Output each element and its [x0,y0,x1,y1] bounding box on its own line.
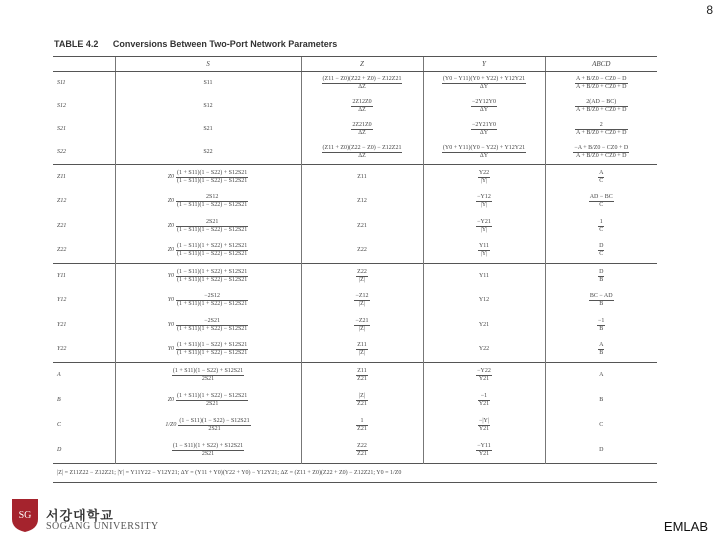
fraction-denominator: 2S21 [201,376,215,382]
fraction-denominator: ΔZ [358,84,366,90]
cell-z [301,313,423,338]
fraction-numerator: −1 [598,317,605,324]
fraction [476,194,492,209]
fraction-denominator: C [599,251,604,258]
cell-s: S12 [115,95,301,118]
cell-abcd [545,72,657,96]
cell-s: S22 [115,141,301,165]
fraction-denominator: |Y| [480,251,488,258]
cell-abcd: C [545,413,657,438]
row-label: D [57,447,62,453]
cell-y: Y22 [423,338,545,363]
cell-s [115,413,301,438]
fraction-numerator: (Z11 + Z0)(Z22 − Z0) − Z12Z21 [322,145,402,151]
fraction-numerator: (Y0 − Y11)(Y0 + Y22) + Y12Y21 [442,76,526,82]
row-label: S11 [53,72,115,96]
fraction-numerator: 2Z21Z0 [352,122,372,128]
header-cell-z: Z [301,57,423,72]
fraction [575,99,628,114]
fraction-numerator: −2Y21Y0 [471,122,497,128]
row-label: Z22 [57,247,67,254]
table-caption: Conversions Between Two-Port Network Parameters [112,39,338,49]
fraction [356,368,368,383]
formula-prefix: Y0 [167,297,175,304]
fraction-denominator: ΔZ [358,107,366,113]
cell-abcd: B [545,388,657,413]
row-label: Y21 [57,321,67,328]
cell-s [115,165,301,190]
fraction-numerator: 2 [575,122,628,130]
fraction [176,219,248,234]
fraction [598,219,604,234]
fraction [176,243,248,258]
fraction [176,293,248,308]
table-row [53,338,657,363]
cell-z [301,289,423,314]
fraction-numerator: BC − AD [589,293,613,300]
row-label: S22 [57,149,66,155]
fraction-numerator: −Y21 [477,218,491,225]
fraction-denominator: B [599,301,604,308]
fraction-denominator: 2S21 [206,401,219,407]
formula-prefix: Y0 [167,272,175,279]
fraction [476,443,492,458]
row-label: Z12 [57,198,67,205]
fraction-denominator: ΔZ [358,130,366,136]
fraction-denominator: C [599,177,604,184]
cell-s [115,264,301,289]
fraction-numerator: |Z| [356,393,368,401]
formula-prefix: Z0 [167,397,175,403]
cell-s: S11 [115,72,301,96]
fraction [478,418,490,433]
row-label: A [53,363,115,389]
fraction-denominator: (1 − S11)(1 − S22) − S12S21 [177,251,248,258]
fraction-numerator: (1 + S11)(1 − S22) + S12S21 [177,169,248,176]
header-cell-y: Y [423,57,545,72]
fraction [354,293,369,308]
fraction-numerator: D [599,268,604,275]
fraction-numerator: −Z12 [355,293,369,300]
cell-y [423,72,545,96]
row-label: C [57,422,62,428]
cell-abcd [545,313,657,338]
fraction-denominator: |Z| [358,276,366,283]
fraction-numerator: −Z21 [355,317,369,324]
fraction-numerator: (1 − S11)(1 + S22) + S12S21 [177,268,248,275]
fraction-denominator: |Z| [358,301,366,308]
table-footnote-row [53,464,657,483]
cell-y [423,95,545,118]
fraction-denominator: ΔY [479,107,489,113]
university-name-korean: 서강대학교 [46,509,114,524]
fraction [471,99,497,114]
fraction [322,76,403,91]
fraction [176,342,248,357]
fraction-denominator: C [599,202,604,209]
fraction-denominator: (1 − S11)(1 − S22) − S12S21 [177,226,248,233]
row-label: S21 [57,126,66,132]
fraction-numerator: 2(AD − BC) [575,99,628,107]
fraction-numerator: −Y11 [477,443,491,449]
fraction-numerator: 1 [599,218,603,225]
fraction-numerator: Z11 [357,342,367,349]
fraction-numerator: (Z11 − Z0)(Z22 + Z0) − Z12Z21 [322,76,402,82]
cell-y: Y21 [423,313,545,338]
fraction [351,99,372,114]
fraction-numerator: (1 − S11)(1 − S22) − S12S21 [179,418,250,424]
fraction-denominator: 2S21 [201,451,215,457]
cell-abcd [545,118,657,141]
fraction-numerator: (1 + S11)(1 − S22) + S12S21 [177,342,248,349]
table-row [53,214,657,239]
fraction [573,145,629,160]
row-label: Y12 [57,297,67,304]
cell-s [115,388,301,413]
conversion-table [53,56,657,483]
formula-prefix: Z0 [167,198,175,205]
table-row [53,413,657,438]
fraction [354,318,369,333]
cell-y [423,413,545,438]
cell-z [301,264,423,289]
fraction-denominator: 2S21 [208,426,221,432]
fraction [172,368,244,383]
cell-abcd: D [545,438,657,464]
cell-s [115,190,301,215]
table-row [53,72,657,96]
fraction-numerator: (1 − S11)(1 + S22) + S12S21 [172,443,244,449]
cell-abcd [545,239,657,264]
table-row [53,264,657,289]
fraction-numerator: −2S12 [176,293,248,301]
formula-prefix: Z0 [167,247,175,254]
fraction-numerator: (1 + S11)(1 + S22) − S12S21 [177,393,248,399]
cell-s [115,313,301,338]
fraction-denominator: Y21 [478,376,490,382]
header-cell-abcd: ABCD [545,57,657,72]
fraction-denominator: A + B/Z0 + CZ0 + D [576,130,627,136]
cell-s [115,338,301,363]
fraction-numerator: (1 − S11)(1 + S22) + S12S21 [177,243,248,250]
row-label: Z11 [53,165,115,190]
fraction [598,342,604,357]
cell-s [115,289,301,314]
table-footnote: |Z| = Z11Z22 − Z12Z21; |Y| = Y11Y22 − Y12Y21; ΔY = (Y11 + Y0)(Y22 + Y0) − Y12Y21; ΔZ = (Z11 + Z0)(Z22 + Z0) − Z12Z21; Y0 = 1/Z0 [53,464,657,483]
fraction [589,194,614,209]
fraction-numerator: −Y22 [477,368,491,374]
fraction [598,269,604,284]
emlab-label: EMLAB [663,519,708,534]
table-row [53,289,657,314]
cell-y [423,141,545,165]
cell-y [423,388,545,413]
formula-prefix: Y0 [167,321,175,328]
fraction-denominator: (1 + S11)(1 + S22) − S12S21 [177,276,248,283]
fraction-denominator: (1 + S11)(1 + S22) − S12S21 [177,325,248,332]
fraction [176,170,248,185]
cell-z: Z11 [301,165,423,190]
fraction-denominator: Y21 [478,451,490,457]
fraction-numerator: D [599,243,604,250]
fraction-numerator: AD − BC [589,194,613,201]
fraction-denominator: (1 − S11)(1 − S22) − S12S21 [177,177,248,184]
cell-y: Y12 [423,289,545,314]
fraction-numerator: −|Y| [478,418,490,424]
fraction-numerator: Y11 [478,243,490,250]
fraction [176,318,248,333]
cell-z [301,118,423,141]
table-label: TABLE 4.2 [54,39,99,49]
fraction-numerator: (1 + S11)(1 − S22) + S12S21 [172,368,244,374]
fraction-numerator: Z22 [357,443,367,449]
fraction-denominator: |Y| [480,226,488,233]
fraction-denominator: (1 + S11)(1 + S22) − S12S21 [177,350,248,357]
cell-abcd [545,214,657,239]
cell-z: Z22 [301,239,423,264]
fraction [176,194,248,209]
formula-prefix: Z0 [167,173,175,180]
crest-initials: SG [18,510,32,521]
cell-abcd [545,95,657,118]
cell-abcd [545,338,657,363]
fraction-numerator: Y22 [478,169,490,176]
row-label: B [57,397,61,403]
cell-z [301,388,423,413]
fraction-denominator: |Y| [480,177,488,184]
fraction [471,122,497,137]
fraction-numerator: (Y0 + Y11)(Y0 − Y22) + Y12Y21 [442,145,526,151]
fraction [356,269,368,284]
fraction [442,76,526,91]
cell-s [115,214,301,239]
cell-y [423,438,545,464]
fraction-numerator: A + B/Z0 − CZ0 − D [576,76,627,82]
table-row [53,118,657,141]
fraction [322,145,403,160]
row-label: Y22 [57,346,67,353]
fraction-numerator: A [599,169,604,176]
fraction-denominator: Z21 [357,451,367,457]
cell-y [423,118,545,141]
table-title [54,39,337,49]
formula-prefix: Y0 [167,346,175,353]
fraction-denominator: B [599,325,604,332]
fraction-denominator: |Y| [480,202,488,209]
cell-s [115,363,301,389]
fraction [589,293,614,308]
fraction [478,393,490,408]
fraction [356,342,367,357]
cell-y [423,165,545,190]
fraction-numerator: −A + B/Z0 − CZ0 + D [574,145,629,151]
table-row [53,363,657,389]
cell-s [115,438,301,464]
fraction-numerator: 1 [356,418,368,426]
fraction [178,418,250,433]
cell-abcd [545,165,657,190]
formula-prefix: 1/Z0 [165,422,177,428]
cell-z [301,338,423,363]
fraction [442,145,526,160]
fraction-denominator: ΔY [479,130,489,136]
fraction [598,243,604,258]
cell-abcd: A [545,363,657,389]
fraction [172,443,244,458]
fraction-numerator: −Y12 [477,194,491,201]
table-row [53,165,657,190]
table-row [53,388,657,413]
cell-y [423,214,545,239]
cell-z [301,72,423,96]
row-label: S12 [57,103,66,109]
fraction [598,170,604,185]
row-label: Y11 [53,264,115,289]
cell-y [423,190,545,215]
formula-prefix: Z0 [167,222,175,229]
cell-z: Z21 [301,214,423,239]
fraction-denominator: Z21 [357,401,367,407]
header-cell-s: S [115,57,301,72]
fraction-denominator: (1 + S11)(1 + S22) − S12S21 [177,301,248,308]
cell-abcd [545,289,657,314]
fraction-denominator: (1 − S11)(1 − S22) − S12S21 [177,202,248,209]
fraction-numerator: −2S21 [176,318,248,326]
fraction [575,122,628,137]
fraction-denominator: A + B/Z0 + CZ0 + D [576,153,627,159]
cell-z [301,95,423,118]
cell-y [423,239,545,264]
cell-z [301,363,423,389]
fraction [356,418,368,433]
university-name-english: SOGANG UNIVERSITY [46,521,159,532]
cell-abcd [545,190,657,215]
university-logo [10,497,40,533]
fraction-numerator: A [599,342,604,349]
row-label: Z21 [57,222,67,229]
fraction-denominator: Y21 [478,401,490,407]
fraction [176,393,248,408]
fraction [476,368,492,383]
table-row [53,438,657,464]
cell-y: Y11 [423,264,545,289]
table-row [53,190,657,215]
cell-y [423,363,545,389]
table-body [53,72,657,464]
table-row [53,141,657,165]
fraction-denominator: Z21 [357,376,367,382]
cell-z: Z12 [301,190,423,215]
cell-z [301,438,423,464]
fraction [176,269,248,284]
crest-icon [10,497,40,533]
fraction-denominator: |Z| [358,350,366,357]
fraction [356,443,368,458]
fraction-numerator: −2Y12Y0 [471,99,497,105]
fraction-denominator: ΔZ [358,153,366,159]
fraction-denominator: Z21 [357,426,367,432]
table-row [53,239,657,264]
fraction-denominator: B [599,350,604,357]
table-row [53,95,657,118]
fraction-denominator: ΔY [479,84,489,90]
fraction-denominator: ΔY [479,153,489,159]
fraction-denominator: C [599,226,604,233]
fraction-denominator: Y21 [478,426,490,432]
fraction-numerator: 2Z12Z0 [352,99,372,105]
cell-s: S21 [115,118,301,141]
table-row [53,313,657,338]
fraction [478,170,490,185]
header-cell-empty [53,57,115,72]
fraction [575,76,628,91]
cell-z [301,413,423,438]
fraction [356,393,368,408]
conversion-table-container [53,56,657,483]
fraction-numerator: 2S12 [176,194,248,202]
fraction-numerator: −1 [478,393,490,401]
fraction [597,318,605,333]
cell-abcd [545,141,657,165]
fraction-numerator: Z22 [357,268,367,275]
fraction-denominator: B [599,276,604,283]
fraction-denominator: A + B/Z0 + CZ0 + D [576,84,627,90]
fraction-numerator: Z11 [357,368,367,374]
cell-z [301,141,423,165]
table-header-row [53,57,657,72]
fraction [478,243,490,258]
fraction [351,122,372,137]
fraction-denominator: |Z| [358,325,366,332]
fraction [476,219,492,234]
cell-abcd [545,264,657,289]
cell-s [115,239,301,264]
page-number: 8 [706,3,713,17]
fraction-denominator: A + B/Z0 + CZ0 + D [576,107,627,113]
fraction-numerator: 2S21 [176,219,248,227]
